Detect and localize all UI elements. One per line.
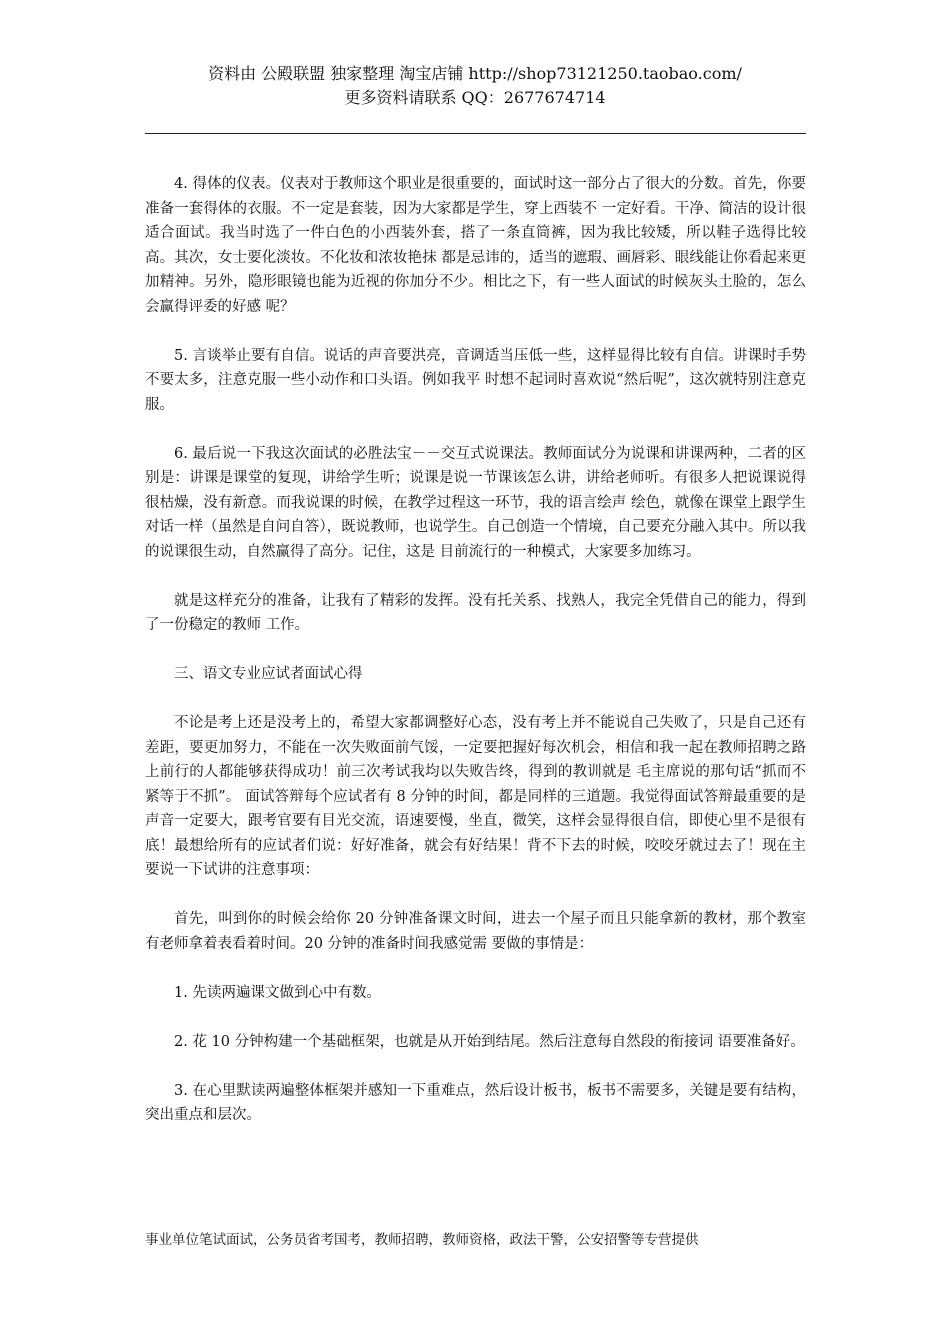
paragraph-mindset: 不论是考上还是没考上的，希望大家都调整好心态，没有考上并不能说自己失败了，只是自己还有 差距，要更加努力，不能在一次失败面前气馁，一定要把握好每次机会，相信和我一起在教师招聘之路上前行的人都能够获得成功！前三次考试我均以失败告终，得到的教训就是 毛主席说的那句话“抓而不紧等于不抓”。 面试答辩每个应试者有 8 分钟的时间，都是同样的三道题。我觉得面试答辩最重要的是声音一定要大，跟考官要有目光交流，语速要慢，坐直，微笑，这样会显得很自信，即使心里不是很有底！最想给所有的应试者们说：好好准备，就会有好结果！背不下去的时候，咬咬牙就过去了！现在主要说一下试讲的注意事项： [145,715,806,878]
paragraph-summary: 就是这样充分的准备，让我有了精彩的发挥。没有托关系、找熟人，我完全凭借自己的能力，得到了一份稳定的教师 工作。 [145,592,806,633]
page-footer: 事业单位笔试面试，公务员省考国考，教师招聘，教师资格，政法干警，公安招警等专营提供 [145,1232,699,1248]
document-body [145,172,806,1152]
paragraph-confidence: 5. 言谈举止要有自信。说话的声音要洪亮，音调适当压低一些，这样显得比较有自信。讲课时手势不要太多，注意克服一些小动作和口头语。例如我平 时想不起词时喜欢说“然后呢”，这次就特别注意克服。 [145,347,806,413]
list-item-step-1: 1. 先读两遍课文做到心中有数。 [174,984,381,1001]
header-line-contact: 更多资料请联系 QQ：2677674714 [344,88,606,107]
paragraph-appearance: 4. 得体的仪表。仪表对于教师这个职业是很重要的，面试时这一部分占了很大的分数。首先，你要准备一套得体的衣服。不一定是套装，因为大家都是学生，穿上西装不 一定好看。干净、简洁的设计很适合面试。我当时选了一件白色的小西装外套，搭了一条直筒裤，因为我比较矮，所以鞋子选得比较高。其次，女士要化淡妆。不化妆和浓妆艳抹 都是忌讳的，适当的遮瑕、画唇彩、眼线能让你看起来更加精神。另外，隐形眼镜也能为近视的你加分不少。相比之下，有一些人面试的时候灰头土脸的，怎么会赢得评委的好感 呢？ [145,176,806,315]
section-heading: 三、语文专业应试者面试心得 [174,666,363,682]
header-divider [145,133,806,134]
header-line-source: 资料由 公殿联盟 独家整理 淘宝店铺 http://shop73121250.taobao.com/ [208,64,742,83]
page-header [0,62,950,110]
paragraph-interactive-method: 6. 最后说一下我这次面试的必胜法宝－－交互式说课法。教师面试分为说课和讲课两种，二者的区 别是：讲课是课堂的复现，讲给学生听；说课是说一节课该怎么讲，讲给老师听。有很多人把说课说得很枯燥，没有新意。而我说课的时候，在教学过程这一环节，我的语言绘声 绘色，就像在课堂上跟学生对话一样（虽然是自问自答），既说教师，也说学生。自己创造一个情境，自己要充分融入其中。所以我的说课很生动，自然赢得了高分。记住，这是 目前流行的一种模式，大家要多加练习。 [145,445,806,560]
list-item-step-3: 3. 在心里默读两遍整体框架并感知一下重难点，然后设计板书，板书不需要多，关键是要有结构，突出重点和层次。 [145,1082,806,1123]
list-item-step-2: 2. 花 10 分钟构建一个基础框架，也就是从开始到结尾。然后注意每自然段的衔接词 语要准备好。 [174,1033,805,1050]
paragraph-preparation: 首先，叫到你的时候会给你 20 分钟准备课文时间，进去一个屋子而且只能拿新的教材，那个教室有老师拿着表看着时间。20 分钟的准备时间我感觉需 要做的事情是： [145,911,806,952]
